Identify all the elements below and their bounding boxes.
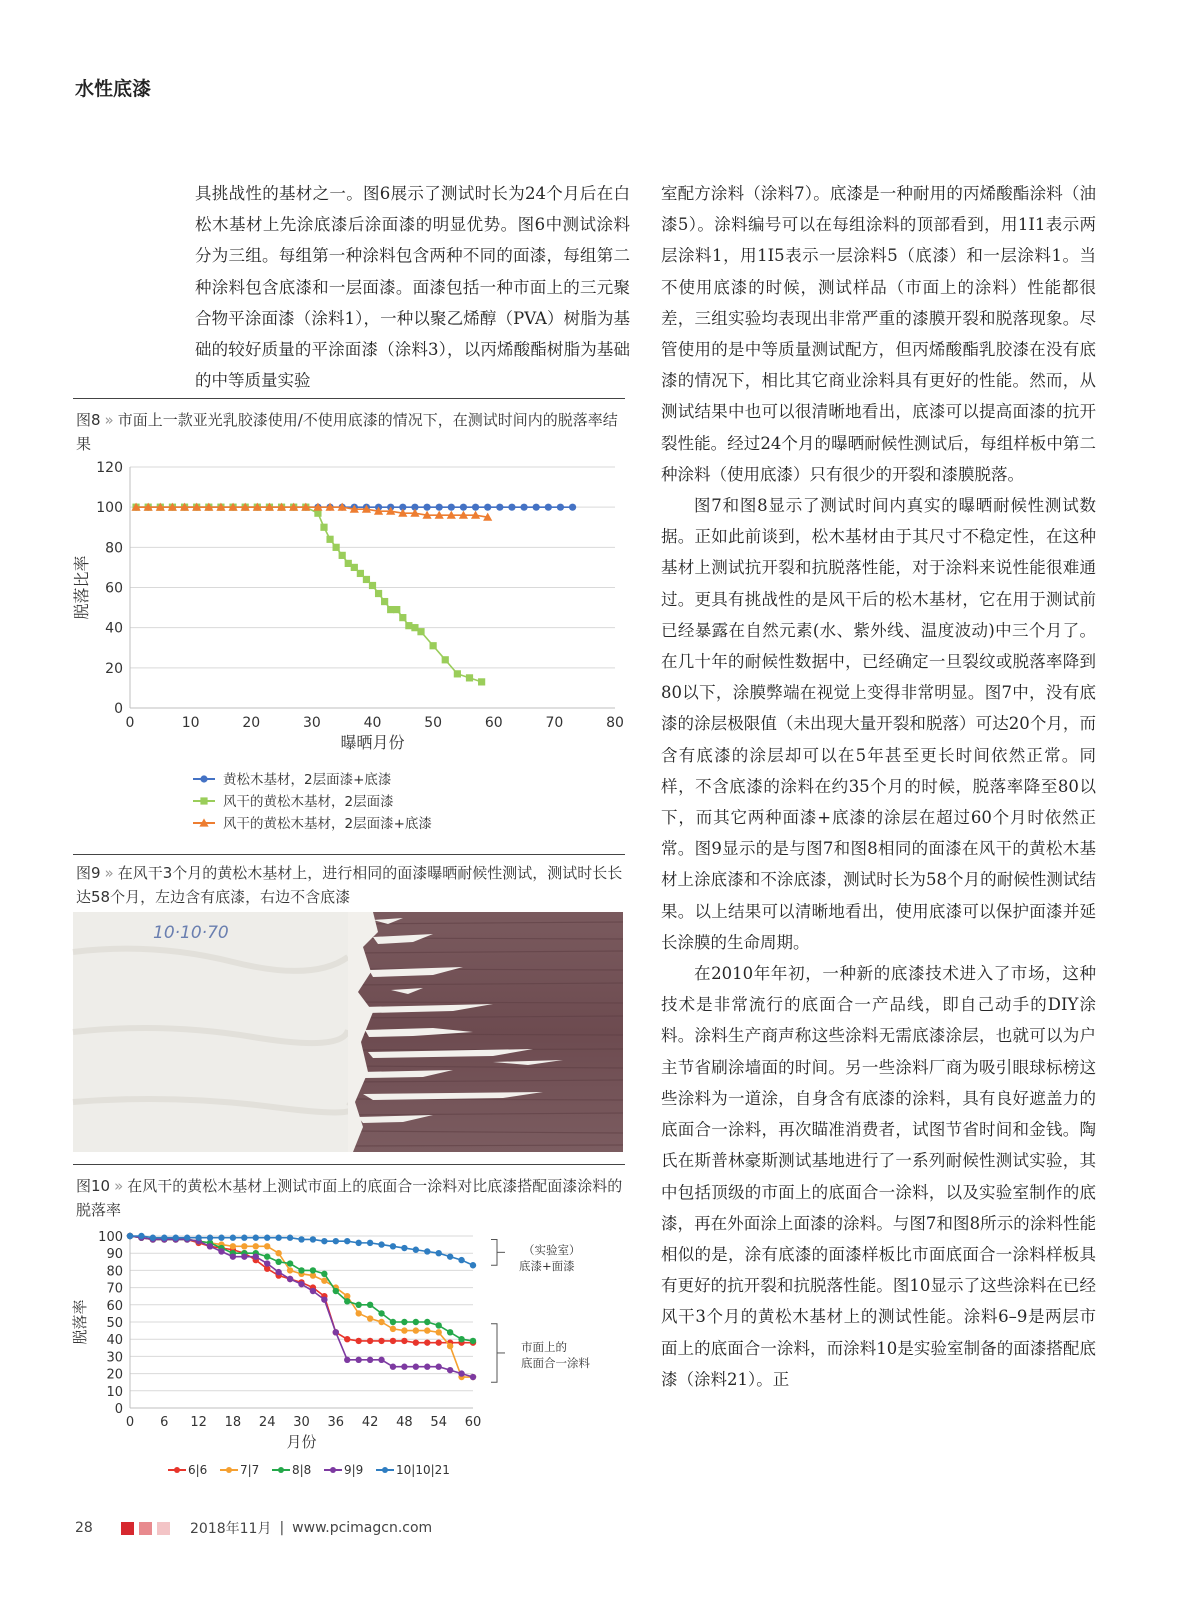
data-point [264,1243,270,1249]
data-point [460,504,467,511]
fig10-top-rule [73,1164,625,1165]
fig10-label: 图10 [76,1177,111,1195]
data-point [545,504,552,511]
lab-bracket [491,1239,497,1265]
data-point [321,1271,327,1277]
x-axis-title: 曝晒月份 [340,733,405,752]
data-point [150,1235,156,1241]
series-line [130,1236,473,1377]
data-point [442,656,449,663]
annotation-lab: （实验室） [523,1242,581,1257]
data-point [413,1327,419,1333]
fig10-caption [76,1174,626,1222]
legend-label: 风干的黄松木基材，2层面漆+底漆 [223,816,432,832]
data-point [466,674,473,681]
fig8-label: 图8 [76,411,101,429]
data-point [484,504,491,511]
data-point [275,1250,281,1256]
data-point [401,1319,407,1325]
x-tick-label: 18 [224,1415,242,1430]
data-point [423,504,430,511]
y-tick-label: 0 [114,1402,123,1417]
data-point [320,524,327,531]
fig8-caption-text: 市面上一款亚光乳胶漆使用/不使用底漆的情况下，在测试时间内的脱落率结果 [76,411,618,453]
data-point [393,606,400,613]
data-point [230,1243,236,1249]
legend-marker [382,1467,388,1473]
website-link[interactable]: www.pcimagcn.com [292,1520,433,1536]
data-point [310,1236,316,1242]
legend-label: 8|8 [292,1463,312,1477]
series-line [130,1236,473,1377]
x-axis-title: 月份 [286,1433,317,1451]
data-point [264,1235,270,1241]
data-point [436,1364,442,1370]
footer-separator: | [279,1520,285,1536]
data-point [241,1253,247,1259]
pink-square-icon [139,1522,152,1535]
y-tick-label: 100 [96,500,123,517]
data-point [390,1319,396,1325]
data-point [275,1235,281,1241]
data-point [458,1257,464,1263]
data-point [264,1253,270,1259]
red-square-icon [121,1522,134,1535]
y-tick-label: 30 [106,1350,123,1366]
data-point [326,536,333,543]
x-tick-label: 42 [361,1415,379,1430]
data-point [447,1367,453,1373]
data-point [458,1336,464,1342]
data-point [390,1243,396,1249]
data-point [401,1327,407,1333]
fig10-caption-text: 在风干的黄松木基材上测试市面上的底面合一涂料对比底漆搭配面漆涂料的脱落率 [76,1177,623,1219]
data-point [184,1235,190,1241]
annotation-market-desc: 底面合一涂料 [521,1356,590,1371]
data-point [230,1235,236,1241]
annotation-lab-desc: 底漆+面漆 [519,1258,575,1273]
fig10-chart [73,1222,633,1492]
data-point [333,1329,339,1335]
x-tick-label: 30 [302,715,321,731]
y-tick-label: 70 [106,1281,123,1297]
data-point [241,1243,247,1249]
right-paragraph-3: 在2010年年初，一种新的底漆技术进入了市场，这种技术是非常流行的底面合一产品线，即自己动手的DIY涂料。涂料生产商声称这些涂料无需底漆涂层，也就可以为户主节省刷涂墙面的时间。另一些涂料厂商为吸引眼球标榜这些涂料为一道涂，自身含有底漆的涂料，具有良好遮盖力的底面合一涂料，再次瞄准消费者，试图节省时间和金钱。陶氏在斯普林豪斯测试基地进行了一系列耐候性测试实验，其中包括顶级的市面上的底面合一涂料，以及实验室制作的底漆，再在外面涂上面漆的涂料。与图7和图8所示的涂料性能相似的是，涂有底漆的面漆样板比市面底面合一涂料样板具有更好的抗开裂和抗脱落性能。图10显示了这些涂料在已经风干3个月的黄松木基材上的测试性能。涂料6–9是两层市面上的底面合一涂料，而涂料10是实验室制备的面漆搭配底漆（涂料21）。正 [661,964,1096,1389]
data-point [339,552,346,559]
data-point [436,1329,442,1335]
x-tick-label: 60 [484,715,503,731]
market-bracket [491,1324,497,1382]
issue-date: 2018年11月 [190,1521,272,1537]
fig9-arrow-icon: » [104,864,114,882]
data-point [207,1243,213,1249]
data-point [447,1343,453,1349]
data-point [333,544,340,551]
data-point [436,1322,442,1328]
data-point [367,1302,373,1308]
data-point [430,642,437,649]
data-point [264,1260,270,1266]
fig10-arrow-icon: » [114,1177,124,1195]
data-point [533,504,540,511]
data-point [436,504,443,511]
data-point [173,1235,179,1241]
x-tick-label: 80 [606,715,624,731]
data-point [381,598,388,605]
data-point [424,1248,430,1254]
data-point [390,1326,396,1332]
legend-label: 黄松木基材，2层面漆+底漆 [223,772,392,788]
data-point [375,590,382,597]
left-column-text [195,178,630,396]
data-point [253,1243,259,1249]
data-point [298,1267,304,1273]
photo-handwritten-date: 10·10·70 [153,923,229,943]
data-point [401,1245,407,1251]
y-tick-label: 120 [96,460,123,476]
data-point [508,504,515,511]
data-point [367,1315,373,1321]
x-tick-label: 48 [396,1415,413,1430]
data-point [321,1238,327,1244]
fig8-chart [73,455,633,845]
section-title: 水性底漆 [75,78,152,100]
data-point [413,1247,419,1253]
data-point [424,1319,430,1325]
data-point [496,504,503,511]
page-number: 28 [75,1520,93,1536]
legend-marker [226,1467,232,1473]
data-point [367,1240,373,1246]
y-tick-label: 40 [105,620,123,637]
y-tick-label: 20 [106,1367,123,1383]
data-point [207,1235,213,1241]
series-line [136,507,488,517]
data-point [321,1296,327,1302]
legend-marker [200,797,207,804]
legend-label: 10|10|21 [396,1463,450,1477]
data-point [355,1357,361,1363]
data-point [287,1260,293,1266]
right-paragraph-2: 图7和图8显示了测试时间内真实的曝晒耐候性测试数据。正如此前谈到，松木基材由于其尺寸不稳定性，在这种基材上测试抗开裂和抗脱落性能，对于涂料来说性能很难通过。更具有挑战性的是风干后的松木基材，它在用于测试前已经暴露在自然元素(水、紫外线、温度波动)中三个月了。在几十年的耐候性数据中，已经确定一旦裂纹或脱落率降到80以下，涂膜弊端在视觉上变得非常明显。图7中，没有底漆的涂层极限值（未出现大量开裂和脱落）可达20个月，而含有底漆的涂层却可以在5年甚至更长时间依然正常。同样，不含底漆的涂料在约35个月的时候，脱落率降至80以下，而其它两种面漆+底漆的涂层在超过60个月时依然正常。图9显示的是与图7和图8相同的面漆在风干的黄松木基材上涂底漆和不涂底漆，测试时长为58个月的耐候性测试结果。以上结果可以清晰地看出，使用底漆可以保护面漆并延长涂膜的生命周期。 [661,496,1096,952]
legend-marker [278,1467,284,1473]
left-paragraph: 具挑战性的基材之一。图6展示了测试时长为24个月后在白松木基材上先涂底漆后涂面漆的明显优势。图6中测试涂料分为三组。每组第一种涂料包含两种不同的面漆，每组第二种涂料包含底漆和一层面漆。面漆包括一种市面上的三元聚合物平涂面漆（涂料1），一种以聚乙烯醇（PVA）树脂为基础的较好质量的平涂面漆（涂料3），以丙烯酸酯树脂为基础的中等质量实验 [195,184,630,391]
data-point [413,1319,419,1325]
data-point [378,1357,384,1363]
data-point [161,1235,167,1241]
data-point [378,1310,384,1316]
series-line [130,1236,473,1343]
data-point [424,1364,430,1370]
data-point [424,1339,430,1345]
y-tick-label: 0 [114,701,123,717]
data-point [436,1250,442,1256]
data-point [454,670,461,677]
data-point [298,1281,304,1287]
x-tick-label: 20 [242,715,261,731]
data-point [287,1235,293,1241]
data-point [253,1235,259,1241]
light-pink-square-icon [157,1522,170,1535]
y-tick-label: 90 [106,1247,123,1263]
x-tick-label: 24 [258,1415,276,1430]
data-point [355,1310,361,1316]
x-tick-label: 10 [181,715,200,731]
data-point [378,1241,384,1247]
data-point [367,1357,373,1363]
data-point [458,1370,464,1376]
data-point [367,1338,373,1344]
legend-label: 7|7 [240,1463,260,1477]
y-tick-label: 20 [105,660,123,677]
data-point [401,1364,407,1370]
data-point [390,1364,396,1370]
legend-marker [330,1467,336,1473]
data-point [424,1327,430,1333]
series-line [136,507,482,682]
data-point [447,1329,453,1335]
fig9-caption-text: 在风干3个月的黄松木基材上，进行相同的面漆曝晒耐候性测试，测试时长长达58个月，左边含有底漆，右边不含底漆 [76,864,623,906]
fig9-label: 图9 [76,864,101,882]
x-tick-label: 6 [160,1415,169,1430]
fig8-arrow-icon: » [104,411,114,429]
y-tick-label: 100 [98,1230,123,1245]
x-tick-label: 0 [125,715,135,731]
data-point [218,1235,224,1241]
data-point [344,1298,350,1304]
data-point [275,1269,281,1275]
data-point [287,1267,293,1273]
fig8-caption [76,408,626,456]
right-column-text [661,178,1096,1395]
y-tick-label: 40 [106,1333,123,1349]
y-tick-label: 50 [106,1316,123,1331]
data-point [478,678,485,685]
data-point [138,1233,144,1239]
data-point [310,1288,316,1294]
data-point [390,1338,396,1344]
y-tick-label: 10 [106,1384,123,1400]
legend-marker [174,1467,180,1473]
y-axis-title: 脱落率 [71,1299,89,1345]
data-point [253,1253,259,1259]
data-point [399,614,406,621]
y-tick-label: 60 [106,1298,123,1314]
data-point [448,504,455,511]
page-footer [75,1518,432,1538]
data-point [378,1319,384,1325]
data-point [287,1276,293,1282]
data-point [344,1336,350,1342]
data-point [413,1364,419,1370]
x-tick-label: 54 [430,1415,447,1430]
data-point [344,1357,350,1363]
right-paragraph-1: 室配方涂料（涂料7）。底漆是一种耐用的丙烯酸酯涂料（油漆5）。涂料编号可以在每组涂料的顶部看到，用1I1表示两层涂料1，用1I5表示一层涂料5（底漆）和一层涂料1。当不使用底漆的时候，测试样品（市面上的涂料）性能都很差，三组实验均表现出非常严重的漆膜开裂和脱落现象。尽管使用的是中等质量测试配方，但丙烯酸酯乳胶漆在没有底漆的情况下，相比其它商业涂料具有更好的性能。然而，从测试结果中也可以很清晰地看出，底漆可以提高面漆的抗开裂性能。经过24个月的曝晒耐候性测试后，每组样板中第二种涂料（使用底漆）只有很少的开裂和漆膜脱落。 [661,184,1096,484]
data-point [401,1338,407,1344]
data-point [355,1302,361,1308]
series-line [130,1236,473,1341]
data-point [344,1238,350,1244]
data-point [241,1235,247,1241]
data-point [378,1338,384,1344]
data-point [569,504,576,511]
data-point [470,1338,476,1344]
data-point [447,1253,453,1259]
annotation-market: 市面上的 [521,1340,567,1355]
data-point [436,1339,442,1345]
data-point [413,1339,419,1345]
data-point [298,1236,304,1242]
fig9-top-rule [73,854,625,855]
fig9-photo [73,912,623,1152]
x-tick-label: 12 [190,1415,207,1430]
legend-label: 9|9 [344,1463,364,1477]
data-point [369,582,376,589]
x-tick-label: 0 [125,1415,135,1430]
data-point [310,1267,316,1273]
data-point [520,504,527,511]
data-point [127,1233,133,1239]
fig8-top-rule [73,398,625,399]
data-point [195,1235,201,1241]
data-point [470,1374,476,1380]
data-point [355,1240,361,1246]
legend-label: 6|6 [188,1463,208,1477]
data-point [230,1253,236,1259]
x-tick-label: 70 [545,715,564,731]
data-point [275,1259,281,1265]
fig9-caption [76,861,626,909]
data-point [470,1262,476,1268]
y-tick-label: 80 [105,540,123,557]
data-point [472,504,479,511]
x-tick-label: 30 [293,1415,310,1430]
data-point [333,1288,339,1294]
data-point [557,504,564,511]
legend-label: 风干的黄松木基材，2层面漆 [223,794,394,810]
x-tick-label: 36 [327,1415,345,1430]
x-tick-label: 50 [424,715,443,731]
data-point [417,628,424,635]
y-tick-label: 80 [106,1264,123,1280]
y-tick-label: 60 [105,580,123,597]
data-point [218,1248,224,1254]
y-axis-title: 脱落比率 [72,555,91,620]
x-tick-label: 60 [464,1415,482,1430]
legend-marker [200,775,207,782]
x-tick-label: 40 [363,715,382,731]
data-point [333,1238,339,1244]
data-point [355,1338,361,1344]
